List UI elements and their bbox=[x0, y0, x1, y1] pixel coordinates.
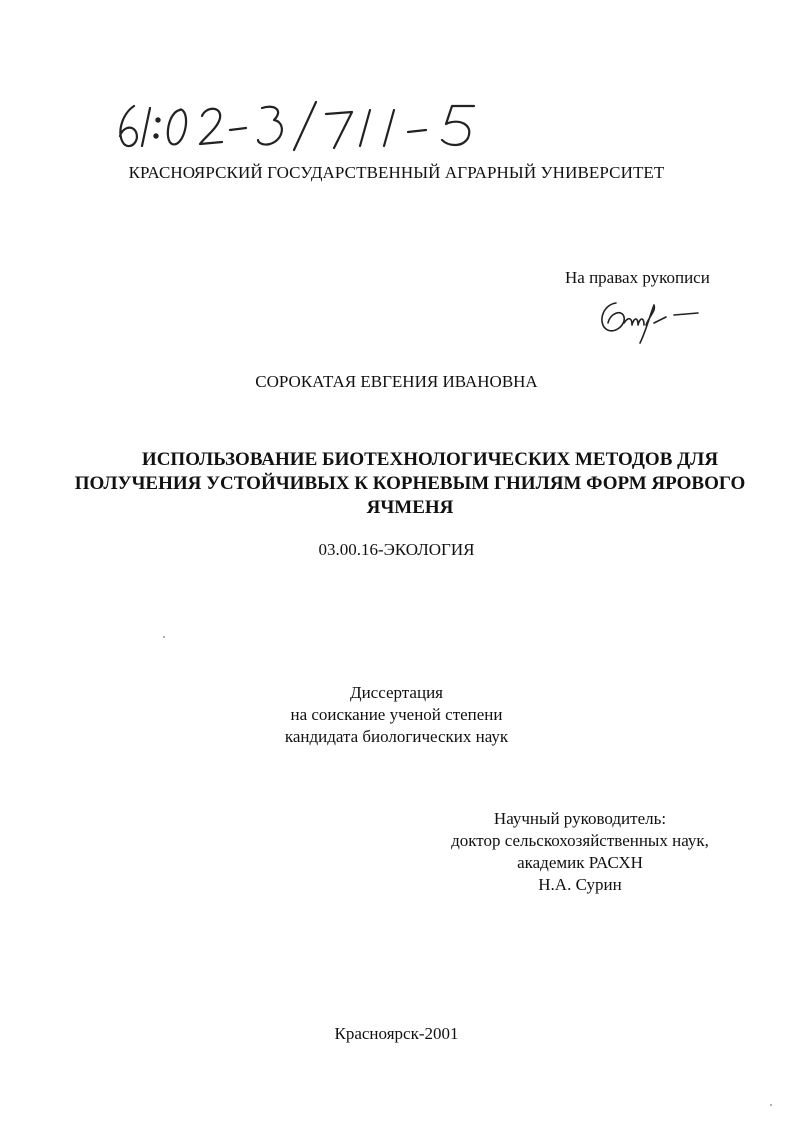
title-line-3: ЯЧМЕНЯ bbox=[366, 497, 454, 518]
signature bbox=[594, 295, 704, 345]
specialty-code: 03.00.16-ЭКОЛОГИЯ bbox=[318, 540, 475, 559]
degree-block bbox=[0, 682, 793, 748]
rights-note: На правах рукописи bbox=[565, 268, 710, 287]
degree-line-3: кандидата биологических наук bbox=[284, 727, 509, 746]
university-name: КРАСНОЯРСКИЙ ГОСУДАРСТВЕННЫЙ АГРАРНЫЙ УНИВЕРСИТЕТ bbox=[128, 163, 665, 182]
scan-speck bbox=[770, 1104, 772, 1106]
title-line-2: ПОЛУЧЕНИЯ УСТОЙЧИВЫХ К КОРНЕВЫМ ГНИЛЯМ ФОРМ ЯРОВОГО bbox=[74, 473, 746, 494]
scan-speck bbox=[163, 636, 165, 638]
title-line-1: ИСПОЛЬЗОВАНИЕ БИОТЕХНОЛОГИЧЕСКИХ МЕТОДОВ ДЛЯ bbox=[141, 449, 719, 470]
supervisor-degree: доктор сельскохозяйственных наук, bbox=[451, 831, 709, 850]
supervisor-title: академик РАСХН bbox=[517, 853, 643, 872]
dissertation-title bbox=[60, 448, 760, 520]
city-year: Красноярск-2001 bbox=[334, 1024, 459, 1043]
supervisor-label: Научный руководитель: bbox=[493, 809, 667, 828]
author-name: СОРОКАТАЯ ЕВГЕНИЯ ИВАНОВНА bbox=[255, 372, 538, 391]
supervisor-block bbox=[420, 808, 740, 896]
handwritten-archive-code bbox=[112, 92, 552, 152]
degree-line-2: на соискание ученой степени bbox=[290, 705, 503, 724]
supervisor-name: Н.А. Сурин bbox=[538, 875, 622, 894]
degree-line-1: Диссертация bbox=[349, 683, 443, 702]
